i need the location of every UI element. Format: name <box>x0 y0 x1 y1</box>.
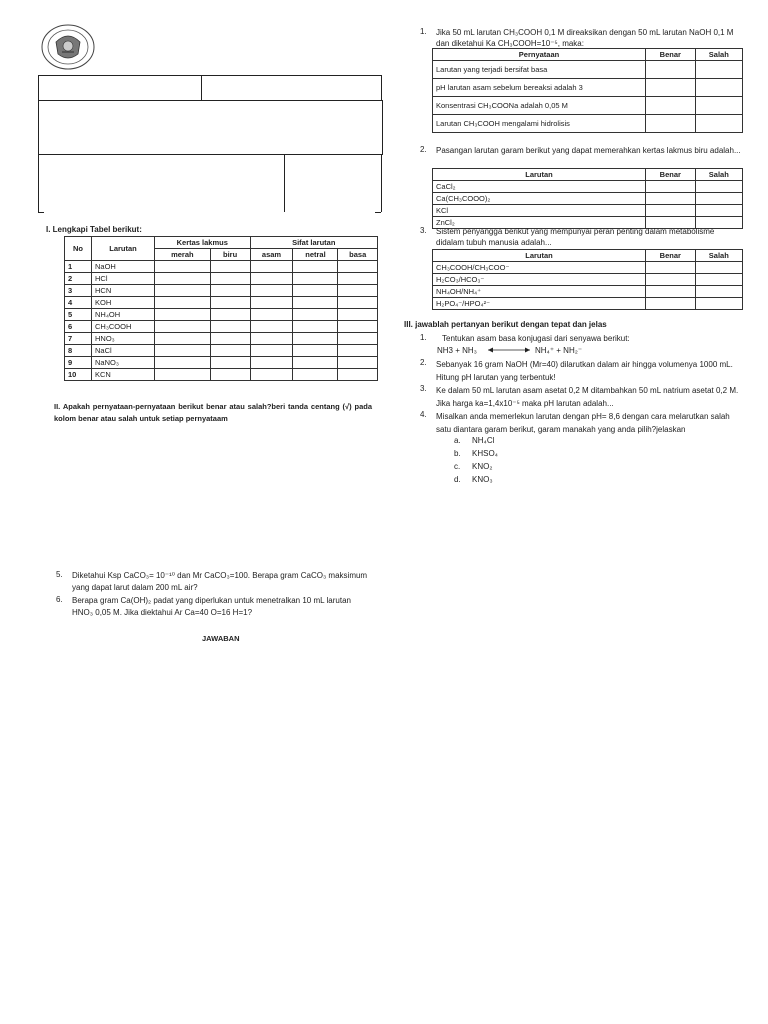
section2-instruction: II. Apakah pernyataan-pernyataan berikut benar atau salah?beri tanda centang (√) pada kolom benar atau salah untuk setiap pernyataam <box>54 402 372 423</box>
answer-cell[interactable] <box>293 369 338 381</box>
table-row <box>433 262 743 274</box>
row-larutan: KCN <box>92 369 155 381</box>
row-number: 10 <box>65 369 92 381</box>
answer-cell[interactable] <box>250 369 293 381</box>
salah-checkbox-cell[interactable] <box>695 262 742 274</box>
name-field[interactable] <box>38 75 202 101</box>
table-row <box>433 286 743 298</box>
table-row <box>433 274 743 286</box>
salah-checkbox-cell[interactable] <box>695 61 742 79</box>
row-larutan: KOH <box>92 297 155 309</box>
answer-cell[interactable] <box>250 261 293 273</box>
answer-cell[interactable] <box>155 357 211 369</box>
q2-header-benar: Benar <box>646 169 696 181</box>
subheader-netral: netral <box>293 249 338 261</box>
answer-cell[interactable] <box>155 345 211 357</box>
salah-checkbox-cell[interactable] <box>695 193 742 205</box>
benar-checkbox-cell[interactable] <box>646 274 696 286</box>
row-number: 9 <box>65 357 92 369</box>
option-item <box>454 460 498 473</box>
row-larutan: NH₄OH <box>92 309 155 321</box>
answer-cell[interactable] <box>293 297 338 309</box>
table-row <box>65 261 378 273</box>
answer-cell[interactable] <box>338 285 378 297</box>
answer-label: JAWABAN <box>202 634 240 643</box>
table-row <box>433 79 743 97</box>
answer-cell[interactable] <box>210 321 250 333</box>
answer-cell[interactable] <box>155 285 211 297</box>
q3-text: Sistem penyangga berikut yang mempunyai peran penting dalam metabolisme didalam tubuh manusia adalah... <box>436 227 715 247</box>
statement-cell: CH₃COOH/CH₃COO⁻ <box>433 262 646 274</box>
option-label: a. <box>454 436 461 445</box>
option-text: KNO₃ <box>472 475 493 484</box>
row-number: 4 <box>65 297 92 309</box>
answer-cell[interactable] <box>155 273 211 285</box>
statement-cell: ZnCl₂ <box>433 217 646 229</box>
table-row <box>65 333 378 345</box>
answer-cell[interactable] <box>338 333 378 345</box>
q3-header-salah: Salah <box>695 250 742 262</box>
q1-number: 1. <box>420 27 427 36</box>
s3-q2-text: Sebanyak 16 gram NaOH (Mr=40) dilarutkan dalam air hingga volumenya 1000 mL. Hitung pH larutan yang terbentuk! <box>436 360 733 382</box>
benar-checkbox-cell[interactable] <box>646 205 696 217</box>
answer-cell[interactable] <box>210 297 250 309</box>
row-number: 6 <box>65 321 92 333</box>
bottom-tick-right <box>375 212 381 213</box>
s3-option-list <box>454 434 498 486</box>
answer-cell[interactable] <box>250 345 293 357</box>
q1-header-benar: Benar <box>646 49 696 61</box>
bottom-tick-left <box>38 212 44 213</box>
answer-cell[interactable] <box>155 309 211 321</box>
q3-header-larutan: Larutan <box>433 250 646 262</box>
col-no: No <box>65 237 92 261</box>
salah-checkbox-cell[interactable] <box>695 298 742 310</box>
benar-checkbox-cell[interactable] <box>646 79 696 97</box>
option-item <box>454 434 498 447</box>
answer-cell[interactable] <box>338 297 378 309</box>
answer-cell[interactable] <box>210 333 250 345</box>
s3-q1-number: 1. <box>420 333 427 342</box>
answer-cell[interactable] <box>338 369 378 381</box>
answer-cell[interactable] <box>293 285 338 297</box>
q1-table <box>432 48 743 133</box>
answer-cell[interactable] <box>250 285 293 297</box>
answer-cell[interactable] <box>210 369 250 381</box>
salah-checkbox-cell[interactable] <box>695 274 742 286</box>
class-field[interactable] <box>200 75 382 101</box>
answer-cell[interactable] <box>250 309 293 321</box>
q1-header-salah: Salah <box>695 49 742 61</box>
benar-checkbox-cell[interactable] <box>646 262 696 274</box>
row-number: 3 <box>65 285 92 297</box>
answer-cell[interactable] <box>293 357 338 369</box>
benar-checkbox-cell[interactable] <box>646 181 696 193</box>
middle-divider <box>284 155 285 212</box>
statement-cell: Ca(CH₃COOO)₂ <box>433 193 646 205</box>
answer-cell[interactable] <box>293 321 338 333</box>
answer-cell[interactable] <box>338 261 378 273</box>
col-kertas-lakmus: Kertas lakmus <box>155 237 251 249</box>
subheader-basa: basa <box>338 249 378 261</box>
option-label: c. <box>454 462 461 471</box>
school-logo <box>38 22 98 72</box>
answer-cell[interactable] <box>250 357 293 369</box>
statement-cell: NH₄OH/NH₄⁺ <box>433 286 646 298</box>
benar-checkbox-cell[interactable] <box>646 97 696 115</box>
statement-cell: H₂CO₃/HCO₃⁻ <box>433 274 646 286</box>
answer-cell[interactable] <box>210 309 250 321</box>
subheader-biru: biru <box>210 249 250 261</box>
table-row <box>65 297 378 309</box>
answer-cell[interactable] <box>338 309 378 321</box>
s3-q6-number: 6. <box>56 595 63 604</box>
answer-cell[interactable] <box>338 357 378 369</box>
option-text: KHSO₄ <box>472 449 498 458</box>
table-row <box>433 115 743 133</box>
benar-checkbox-cell[interactable] <box>646 193 696 205</box>
salah-checkbox-cell[interactable] <box>695 115 742 133</box>
answer-cell[interactable] <box>155 297 211 309</box>
salah-checkbox-cell[interactable] <box>695 181 742 193</box>
table-row <box>433 298 743 310</box>
right-border <box>381 155 382 212</box>
row-number: 7 <box>65 333 92 345</box>
answer-cell[interactable] <box>250 321 293 333</box>
answer-cell[interactable] <box>210 357 250 369</box>
statement-cell: H₂PO₄⁻/HPO₄²⁻ <box>433 298 646 310</box>
answer-cell[interactable] <box>210 345 250 357</box>
q1-text: Jika 50 mL larutan CH₃COOH 0,1 M direaksikan dengan 50 mL larutan NaOH 0,1 M dan diketahui Ka CH₃COOH=10⁻⁵, maka: <box>436 28 734 48</box>
row-larutan: NaOH <box>92 261 155 273</box>
equilibrium-arrow-icon <box>484 345 534 357</box>
q1-header-pernyataan: Pernyataan <box>433 49 646 61</box>
row-larutan: NaCl <box>92 345 155 357</box>
q2-header-larutan: Larutan <box>433 169 646 181</box>
s3-q3-number: 3. <box>420 384 427 393</box>
q2-number: 2. <box>420 145 427 154</box>
row-larutan: HCN <box>92 285 155 297</box>
q2-table <box>432 168 743 229</box>
s3-q3-text: Ke dalam 50 mL larutan asam asetat 0,2 M ditambahkan 50 mL natrium asetat 0,2 M. Jika harga ka=1,4x10⁻⁵ maka pH larutan adalah... <box>436 386 739 408</box>
option-label: b. <box>454 449 461 458</box>
statement-cell: KCl <box>433 205 646 217</box>
benar-checkbox-cell[interactable] <box>646 298 696 310</box>
answer-cell[interactable] <box>210 261 250 273</box>
answer-cell[interactable] <box>338 273 378 285</box>
row-larutan: HCl <box>92 273 155 285</box>
table-row <box>433 181 743 193</box>
row-number: 1 <box>65 261 92 273</box>
s3-q5-text: Diketahui Ksp CaCO₃= 10⁻¹⁰ dan Mr CaCO₃=100. Berapa gram CaCO₃ maksimum yang dapat larut dalam 200 mL air? <box>72 571 368 592</box>
salah-checkbox-cell[interactable] <box>695 286 742 298</box>
benar-checkbox-cell[interactable] <box>646 115 696 133</box>
option-item <box>454 473 498 486</box>
answer-cell[interactable] <box>155 321 211 333</box>
section3-title: III. jawablah pertanyan berikut dengan tepat dan jelas <box>404 320 607 329</box>
table-row <box>65 309 378 321</box>
salah-checkbox-cell[interactable] <box>695 79 742 97</box>
table-row <box>65 321 378 333</box>
row-number: 2 <box>65 273 92 285</box>
statement-cell: CaCl₂ <box>433 181 646 193</box>
answer-cell[interactable] <box>250 273 293 285</box>
section1-title: I. Lengkapi Tabel berikut: <box>46 225 142 234</box>
left-border <box>38 155 39 212</box>
info-area <box>38 100 383 155</box>
option-item <box>454 447 498 460</box>
option-text: NH₄Cl <box>472 436 495 445</box>
statement-cell: Larutan yang terjadi bersifat basa <box>433 61 646 79</box>
salah-checkbox-cell[interactable] <box>695 205 742 217</box>
s3-q1-text: Tentukan asam basa konjugasi dari senyawa berikut: <box>442 334 630 343</box>
table-row <box>433 205 743 217</box>
answer-cell[interactable] <box>338 321 378 333</box>
identity-box <box>38 75 382 213</box>
table-row <box>65 273 378 285</box>
q2-text: Pasangan larutan garam berikut yang dapat memerahkan kertas lakmus biru adalah... <box>436 146 741 155</box>
benar-checkbox-cell[interactable] <box>646 286 696 298</box>
table-row <box>65 357 378 369</box>
s3-q2-number: 2. <box>420 358 427 367</box>
statement-cell: Konsentrasi CH₃COONa adalah 0,05 M <box>433 97 646 115</box>
s3-q6-text: Berapa gram Ca(OH)₂ padat yang diperlukan untuk menetralkan 10 mL larutan HNO₃ 0,05 M. Jika diektahui Ar Ca=40 O=16 H=1? <box>72 596 351 617</box>
row-larutan: NaNO₃ <box>92 357 155 369</box>
table-row <box>433 193 743 205</box>
table-row <box>65 345 378 357</box>
table-row <box>433 61 743 79</box>
table-row <box>433 97 743 115</box>
reaction-left: NH3 + NH₃ <box>437 346 477 355</box>
row-number: 5 <box>65 309 92 321</box>
answer-cell[interactable] <box>338 345 378 357</box>
q3-table <box>432 249 743 310</box>
answer-cell[interactable] <box>293 333 338 345</box>
answer-cell[interactable] <box>293 261 338 273</box>
col-sifat-larutan: Sifat larutan <box>250 237 377 249</box>
row-number: 8 <box>65 345 92 357</box>
answer-cell[interactable] <box>210 273 250 285</box>
col-larutan: Larutan <box>92 237 155 261</box>
answer-cell[interactable] <box>155 261 211 273</box>
q3-number: 3. <box>420 226 427 235</box>
q3-header-benar: Benar <box>646 250 696 262</box>
answer-cell[interactable] <box>293 309 338 321</box>
answer-cell[interactable] <box>155 369 211 381</box>
section1-table <box>64 236 378 381</box>
option-label: d. <box>454 475 461 484</box>
subheader-merah: merah <box>155 249 211 261</box>
answer-cell[interactable] <box>210 285 250 297</box>
s3-q4-text: Misalkan anda memerlekun larutan dengan pH= 8,6 dengan cara melarutkan salah satu diantara garam berikut, garam manakah yang anda pilih?jelaskan <box>436 412 730 434</box>
answer-cell[interactable] <box>155 333 211 345</box>
answer-cell[interactable] <box>293 345 338 357</box>
q2-header-salah: Salah <box>695 169 742 181</box>
answer-cell[interactable] <box>250 333 293 345</box>
answer-cell[interactable] <box>250 297 293 309</box>
answer-cell[interactable] <box>293 273 338 285</box>
option-text: KNO₂ <box>472 462 493 471</box>
reaction-right: NH₄⁺ + NH₂⁻ <box>535 346 583 355</box>
s3-q4-number: 4. <box>420 410 427 419</box>
s3-q5-number: 5. <box>56 570 63 579</box>
salah-checkbox-cell[interactable] <box>695 97 742 115</box>
statement-cell: pH larutan asam sebelum bereaksi adalah 3 <box>433 79 646 97</box>
row-larutan: CH₃COOH <box>92 321 155 333</box>
subheader-asam: asam <box>250 249 293 261</box>
table-row <box>65 369 378 381</box>
row-larutan: HNO₃ <box>92 333 155 345</box>
statement-cell: Larutan CH₃COOH mengalami hidrolisis <box>433 115 646 133</box>
table-row <box>65 285 378 297</box>
benar-checkbox-cell[interactable] <box>646 61 696 79</box>
